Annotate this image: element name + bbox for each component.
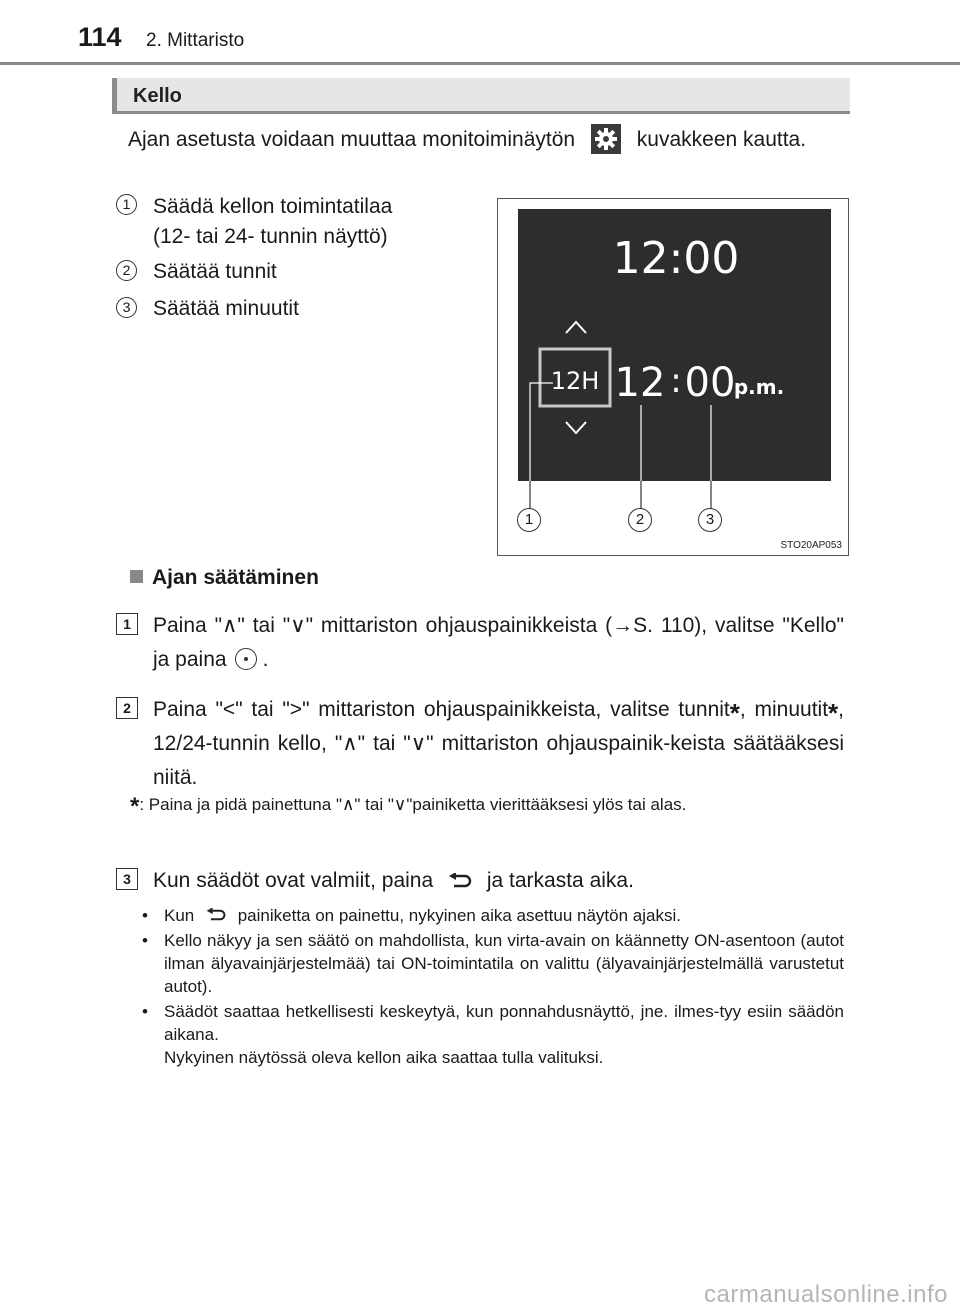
mode-label: 12H: [550, 367, 600, 395]
hour-value: 12: [614, 360, 666, 406]
section-header: [112, 78, 850, 114]
footnote: [130, 792, 844, 819]
callout-number: 2: [116, 260, 137, 281]
header-divider: [0, 62, 960, 65]
time-colon: :: [670, 361, 682, 401]
top-time: 12:00: [612, 233, 740, 284]
clock-illustration: [497, 198, 849, 556]
asterisk-mark: *: [729, 698, 740, 728]
figure-callout-2: 2: [628, 508, 652, 532]
page-number: 114: [78, 22, 122, 52]
note-item: [142, 929, 844, 998]
callout-number: 1: [116, 194, 137, 215]
asterisk-mark: *: [828, 698, 839, 728]
step-text-part: , 12/24-tunnin kello, "∧" tai "∨" mittariston ohjauspainik-keista säätääksesi niitä.: [153, 698, 845, 789]
minute-value: 00: [684, 360, 736, 406]
notes-list: [142, 904, 844, 1071]
note-item: [142, 904, 844, 927]
subheading-text: Ajan säätäminen: [152, 566, 319, 589]
callout-text: Säätää minuutit: [153, 297, 299, 320]
display-screen: [518, 209, 831, 481]
note-text: Nykyinen näytössä oleva kellon aika saattaa tulla valituksi.: [164, 1048, 604, 1067]
figure-code: STO20AP053: [780, 540, 842, 551]
note-text: Kun: [164, 906, 195, 925]
step-text: [153, 864, 844, 898]
step-text-part: Kun säädöt ovat valmiit, paina: [153, 869, 434, 892]
leader-lines-lower: [498, 481, 850, 511]
ampm-label: p.m.: [733, 375, 785, 399]
screen-graphics: [518, 209, 831, 481]
step-number: 2: [116, 697, 138, 719]
callout-number: 3: [116, 297, 137, 318]
watermark: carmanualsonline.info: [704, 1281, 948, 1308]
footnote-star: *: [130, 793, 140, 820]
figure-callout-3: 3: [698, 508, 722, 532]
intro-text-before: Ajan asetusta voidaan muuttaa monitoiminäytön: [128, 128, 576, 151]
chevron-up-icon: [566, 322, 586, 333]
callout-text: Säätää tunnit: [153, 260, 277, 283]
step-text-part: Paina "∧" tai "∨" mittariston ohjauspainikkeista (→S. 110), valitse "Kello" ja paina: [153, 614, 844, 671]
step-number: 3: [116, 868, 138, 890]
footnote-text: : Paina ja pidä painettuna "∧" tai "∨"painiketta vierittääksesi ylös tai alas.: [139, 795, 687, 814]
section-title: Kello: [133, 85, 182, 107]
chapter-title: 2. Mittaristo: [146, 30, 245, 51]
callout-line: (12- tai 24- tunnin näyttö): [153, 225, 388, 248]
callout-line: Säädä kellon toimintatilaa: [153, 195, 393, 218]
note-text: painiketta on painettu, nykyinen aika asettuu näytön ajaksi.: [237, 906, 681, 925]
square-bullet-icon: [130, 570, 143, 583]
chevron-down-icon: [566, 422, 586, 433]
gear-icon: [591, 124, 621, 154]
back-arrow-icon: [205, 908, 227, 922]
note-text: • Säädöt saattaa hetkellisesti keskeytyä, kun ponnahdusnäyttö, jne. ilmes-tyy esiin säädön aikana.: [164, 1002, 844, 1044]
step-text: [153, 693, 844, 795]
subheading: [130, 566, 319, 590]
step-text-part: .: [262, 648, 269, 671]
step-number: 1: [116, 613, 138, 635]
step-text-part: , minuutit: [739, 698, 829, 721]
ok-button-icon: [235, 648, 257, 670]
step-text: [153, 609, 844, 677]
callout-text: [153, 192, 392, 252]
step-text-part: ja tarkasta aika.: [486, 869, 634, 892]
figure-callout-1: 1: [517, 508, 541, 532]
note-item: [142, 1000, 844, 1069]
intro-paragraph: [128, 124, 844, 155]
back-arrow-icon: [447, 873, 473, 889]
step-text-part: Paina "<" tai ">" mittariston ohjauspainikkeista, valitse tunnit: [153, 698, 730, 721]
note-text: Kello näkyy ja sen säätö on mahdollista, kun virta-avain on käännetty ON-asentoon (autot ilman älyavainjärjestelmää) tai ON-toimintatila on valittu (älyavainjärjestelmällä varustetut autot).: [164, 931, 844, 996]
intro-text-after: kuvakkeen kautta.: [636, 128, 807, 151]
